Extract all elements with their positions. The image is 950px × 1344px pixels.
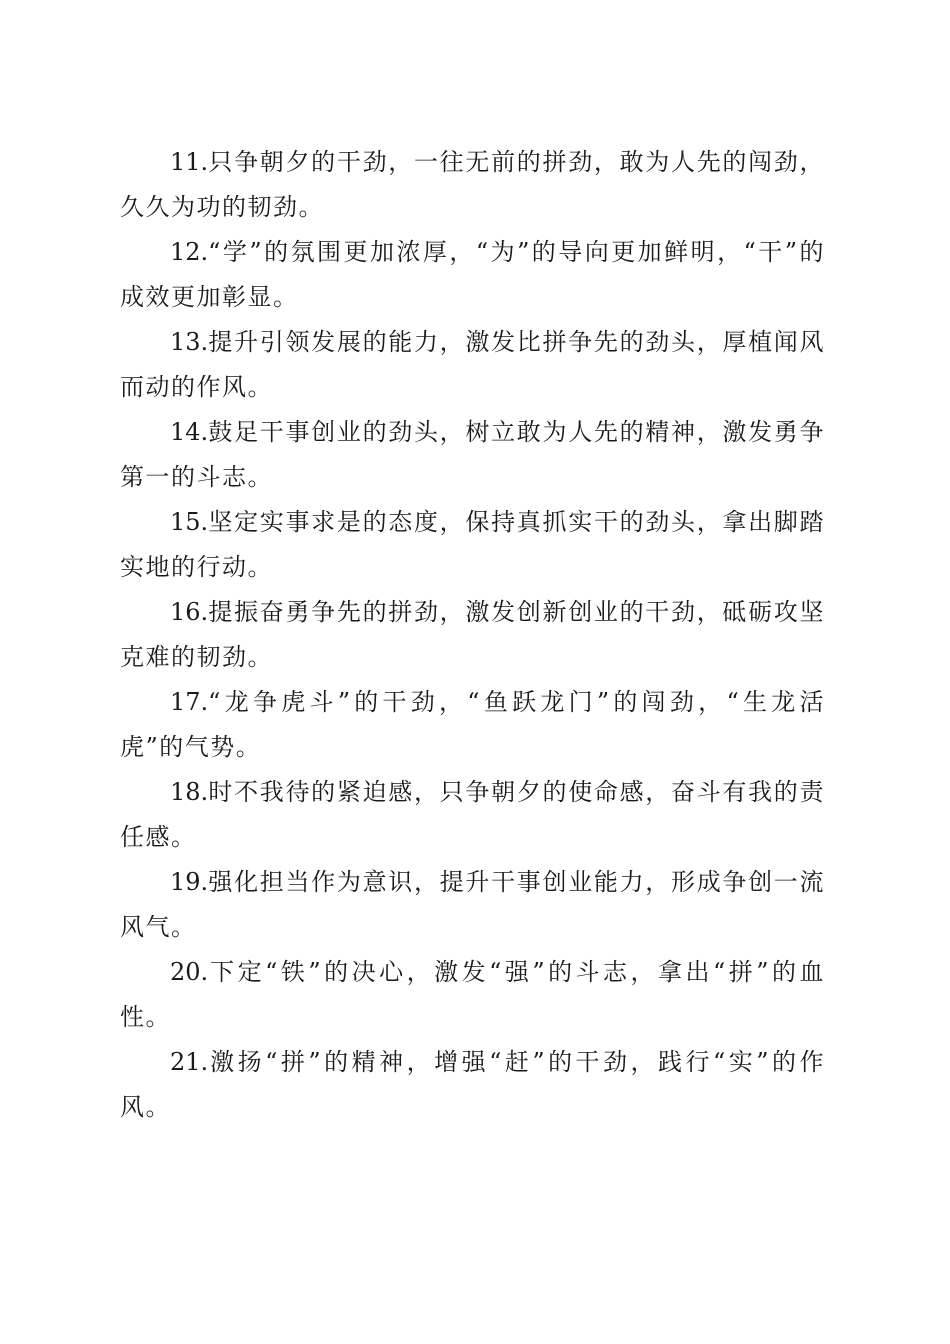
paragraph-19 (120, 860, 825, 950)
paragraph-text: 坚定实事求是的态度，保持真抓实干的劲头，拿出脚踏实地的行动。 (120, 508, 825, 581)
paragraph-16 (120, 590, 825, 680)
paragraph-number: 16. (170, 598, 209, 626)
paragraph-number: 18. (170, 778, 209, 806)
paragraph-11 (120, 140, 825, 230)
paragraph-18 (120, 770, 825, 860)
paragraph-text: 只争朝夕的干劲，一往无前的拼劲，敢为人先的闯劲，久久为功的韧劲。 (120, 148, 825, 221)
paragraph-text: 强化担当作为意识，提升干事创业能力，形成争创一流风气。 (120, 868, 825, 941)
paragraph-text: “龙争虎斗”的干劲，“鱼跃龙门”的闯劲，“生龙活虎”的气势。 (120, 688, 825, 761)
paragraph-number: 13. (170, 328, 209, 356)
paragraph-text: 鼓足干事创业的劲头，树立敢为人先的精神，激发勇争第一的斗志。 (120, 418, 825, 491)
paragraph-text: 时不我待的紧迫感，只争朝夕的使命感，奋斗有我的责任感。 (120, 778, 825, 851)
document-page (120, 140, 825, 1130)
paragraph-text: 提振奋勇争先的拼劲，激发创新创业的干劲，砥砺攻坚克难的韧劲。 (120, 598, 825, 671)
paragraph-17 (120, 680, 825, 770)
paragraph-21 (120, 1040, 825, 1130)
paragraph-text: 提升引领发展的能力，激发比拼争先的劲头，厚植闻风而动的作风。 (120, 328, 825, 401)
paragraph-13 (120, 320, 825, 410)
paragraph-text: 下定“铁”的决心，激发“强”的斗志，拿出“拼”的血性。 (120, 958, 825, 1031)
paragraph-number: 20. (170, 958, 209, 986)
paragraph-number: 12. (170, 238, 209, 266)
paragraph-number: 21. (170, 1048, 209, 1076)
paragraph-20 (120, 950, 825, 1040)
paragraph-number: 14. (170, 418, 209, 446)
paragraph-number: 15. (170, 508, 209, 536)
paragraph-text: 激扬“拼”的精神，增强“赶”的干劲，践行“实”的作风。 (120, 1048, 825, 1121)
paragraph-15 (120, 500, 825, 590)
paragraph-number: 19. (170, 868, 209, 896)
paragraph-number: 17. (170, 688, 209, 716)
paragraph-text: “学”的氛围更加浓厚，“为”的导向更加鲜明，“干”的成效更加彰显。 (120, 238, 825, 311)
paragraph-number: 11. (170, 148, 209, 176)
paragraph-14 (120, 410, 825, 500)
paragraph-12 (120, 230, 825, 320)
